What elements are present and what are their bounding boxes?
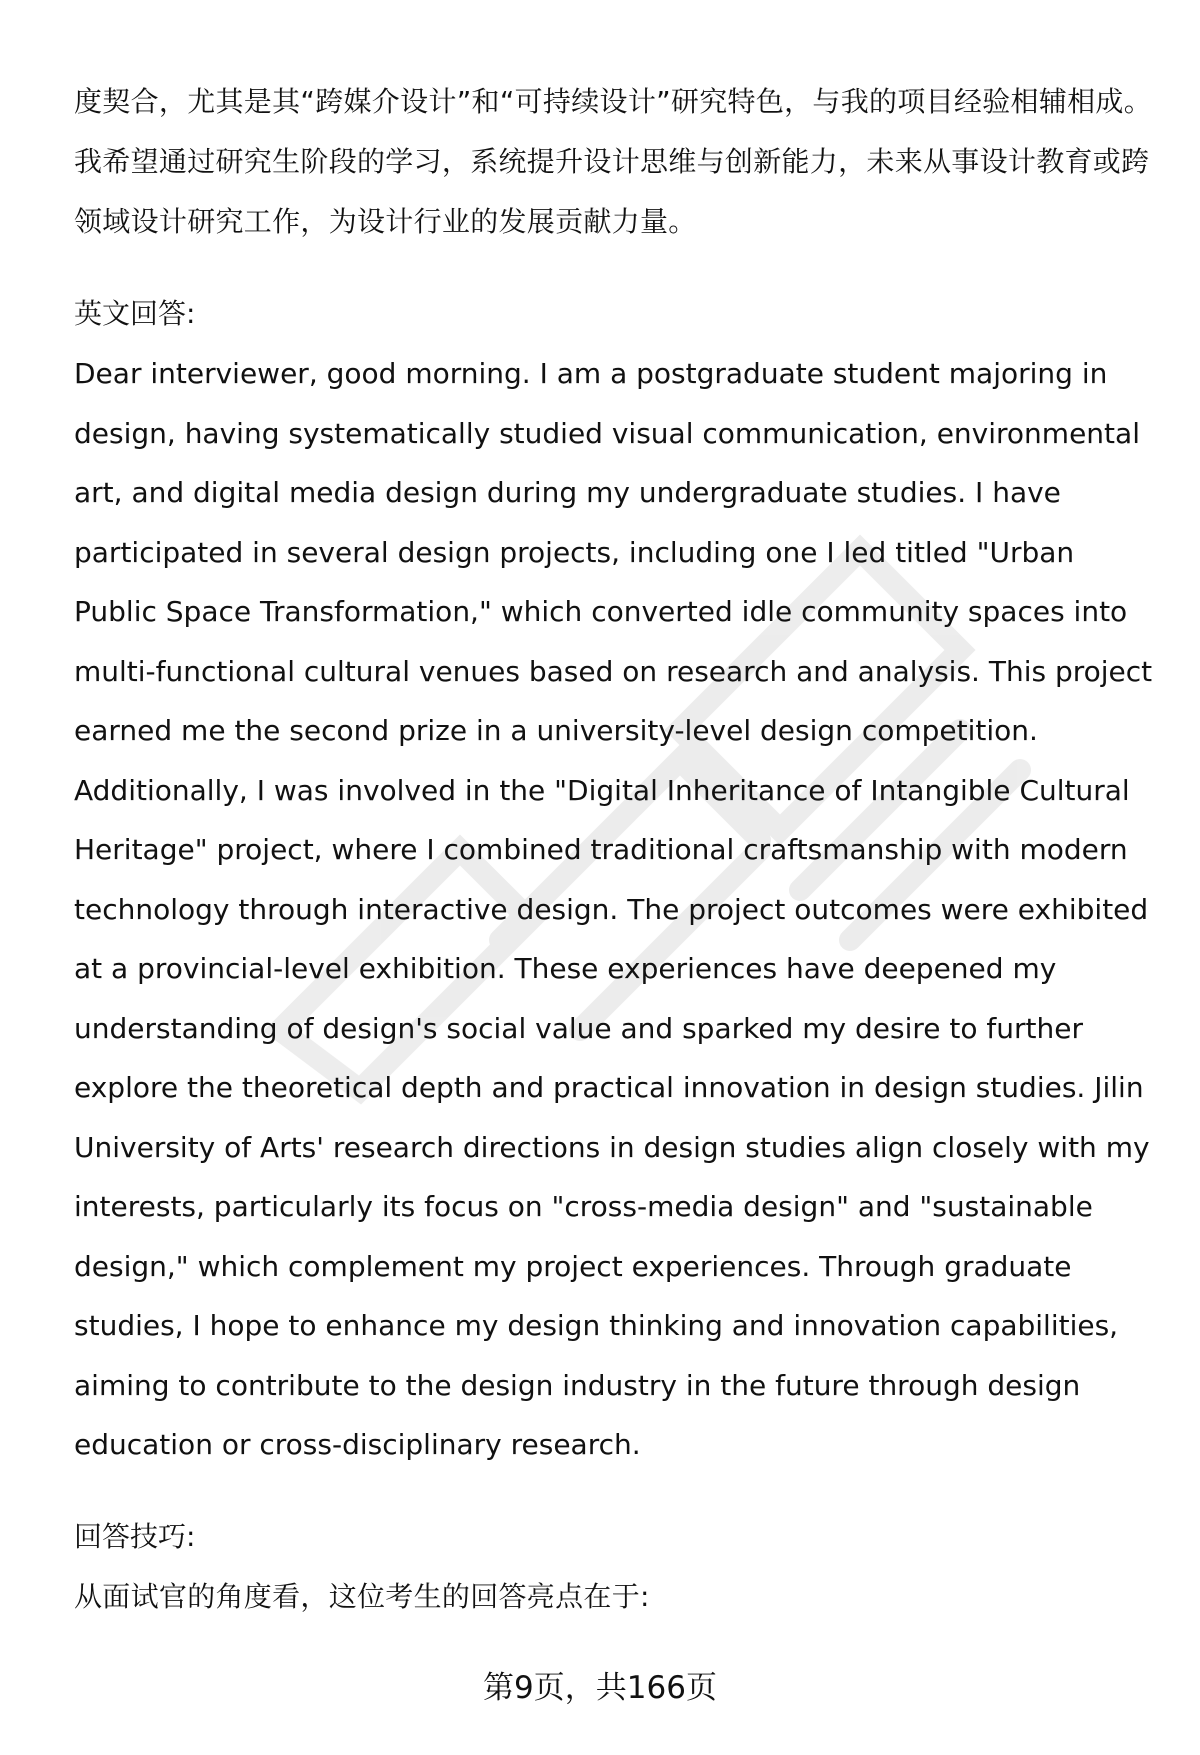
- english-answer-text: Dear interviewer, good morning. I am a postgraduate student majoring in design, having systematically studied visual communication, environmental art, and digital media design during my undergraduate studies. I have participated in several design projects, including one I led titled "Urban Public Space Transformation," which converted idle community spaces into multi-functional cultural venues based on research and analysis. This project earned me the second prize in a university-level design competition. Additionally, I was involved in the "Digital Inheritance of Intangible Cultural Heritage" project, where I combined traditional craftsmanship with modern technology through interactive design. The project outcomes were exhibited at a provincial-level exhibition. These experiences have deepened my understanding of design's social value and sparked my desire to further explore the theoretical depth and practical innovation in design studies. Jilin University of Arts' research directions in design studies align closely with my interests, particularly its focus on "cross-media design" and "sustainable design," which complement my project experiences. Through graduate studies, I hope to enhance my design thinking and innovation capabilities, aiming to contribute to the design industry in the future through design education or cross-disciplinary research.: [74, 357, 1153, 1461]
- page-number-footer: 第9页，共166页: [483, 1670, 717, 1706]
- answer-tips-heading: 回答技巧:: [74, 1519, 196, 1553]
- document-body: [74, 72, 1160, 1627]
- answer-tips-intro: 从面试官的角度看，这位考生的回答亮点在于:: [74, 1579, 650, 1613]
- english-answer-heading: 英文回答:: [74, 297, 196, 330]
- chinese-answer-continuation: 度契合，尤其是其“跨媒介设计”和“可持续设计”研究特色，与我的项目经验相辅相成。我希望通过研究生阶段的学习，系统提升设计思维与创新能力，未来从事设计教育或跨领域设计研究工作，为设计行业的发展贡献力量。: [74, 85, 1153, 238]
